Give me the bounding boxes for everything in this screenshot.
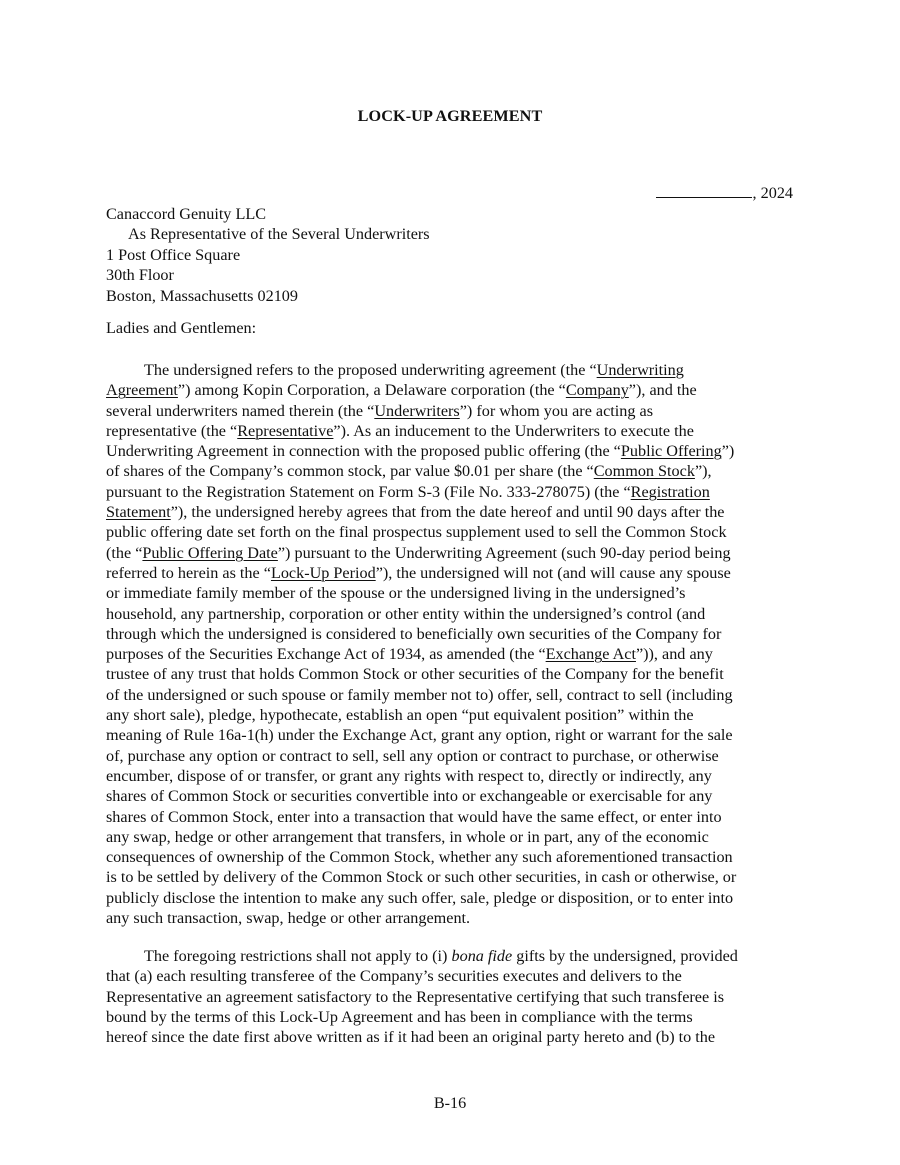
text-line: several underwriters named therein (the “Underwriters”) for whom you are acting as — [106, 401, 654, 420]
text-line: of the undersigned or such spouse or family member not to) offer, sell, contract to sell (including — [106, 685, 733, 704]
defined-term: Registration — [630, 482, 710, 501]
text-line: meaning of Rule 16a-1(h) under the Exchange Act, grant any option, right or warrant for the sale — [106, 726, 733, 745]
text-line: encumber, dispose of or transfer, or grant any rights with respect to, directly or indirectly, any — [106, 766, 712, 785]
address-city: Boston, Massachusetts 02109 — [106, 286, 298, 305]
paragraph-lockup-terms — [106, 360, 796, 928]
text-line: shares of Common Stock or securities convertible into or exchangeable or exercisable for any — [106, 787, 713, 806]
text-line: Agreement”) among Kopin Corporation, a Delaware corporation (the “Company”), and the — [106, 381, 697, 400]
defined-term: Statement — [106, 503, 171, 522]
text-line: bound by the terms of this Lock-Up Agreement and has been in compliance with the terms — [106, 1007, 693, 1026]
text-line: trustee of any trust that holds Common Stock or other securities of the Company for the benefit — [106, 665, 724, 684]
addressee-role: As Representative of the Several Underwriters — [128, 225, 430, 244]
defined-term: Underwriting — [596, 361, 684, 379]
page-number: B-16 — [433, 1094, 467, 1112]
defined-term: Agreement — [106, 381, 178, 400]
address-street: 1 Post Office Square — [106, 245, 241, 264]
text-line: Underwriting Agreement in connection with the proposed public offering (the “Public Offering”) — [106, 442, 735, 461]
defined-term: Underwriters — [374, 401, 460, 420]
text-line: any such transaction, swap, hedge or other arrangement. — [106, 909, 471, 928]
text-line: any short sale), pledge, hypothecate, establish an open “put equivalent position” within the — [106, 706, 694, 725]
italic-term: bona fide — [451, 947, 513, 965]
document-title: LOCK-UP AGREEMENT — [357, 107, 543, 125]
text-line: Representative an agreement satisfactory to the Representative certifying that such transferee is — [106, 987, 725, 1006]
defined-term: Public Offering Date — [142, 543, 278, 562]
text-line: consequences of ownership of the Common Stock, whether any such aforementioned transaction — [106, 848, 733, 867]
salutation: Ladies and Gentlemen: — [106, 319, 257, 337]
text-line: Statement”), the undersigned hereby agrees that from the date hereof and until 90 days after the — [106, 503, 725, 522]
text-line: public offering date set forth on the final prospectus supplement used to sell the Common Stock — [106, 523, 727, 542]
defined-term: Public Offering — [620, 442, 722, 461]
defined-term: Company — [565, 381, 629, 400]
text-line: The undersigned refers to the proposed underwriting agreement (the “Underwriting — [144, 361, 684, 379]
text-line: (the “Public Offering Date”) pursuant to the Underwriting Agreement (such 90-day period being — [106, 543, 731, 562]
date-line — [656, 184, 793, 203]
address-floor: 30th Floor — [106, 266, 174, 285]
text-line: that (a) each resulting transferee of the Company’s securities executes and delivers to the — [106, 967, 682, 986]
text-line: hereof since the date first above written as if it had been an original party hereto and (b) to the — [106, 1028, 716, 1047]
text-line: referred to herein as the “Lock-Up Period”), the undersigned will not (and will cause any spouse — [106, 563, 731, 582]
text-line: The foregoing restrictions shall not apply to (i) bona fide gifts by the undersigned, provided — [144, 947, 738, 965]
text-line: or immediate family member of the spouse or the undersigned living in the undersigned’s — [106, 584, 686, 603]
text-line: shares of Common Stock, enter into a transaction that would have the same effect, or enter into — [106, 807, 722, 826]
defined-term: Common Stock — [593, 462, 695, 481]
date-blank — [656, 184, 752, 198]
text-line: publicly disclose the intention to make any such offer, sale, pledge or disposition, or to enter into — [106, 888, 734, 907]
text-line: any swap, hedge or other arrangement that transfers, in whole or in part, any of the economic — [106, 827, 709, 846]
paragraph-exceptions — [106, 946, 796, 1047]
text-line: through which the undersigned is considered to beneficially own securities of the Company for — [106, 624, 722, 643]
text-line: of shares of the Company’s common stock, par value $0.01 per share (the “Common Stock”), — [106, 462, 712, 481]
text-line: representative (the “Representative”). As an inducement to the Underwriters to execute the — [106, 421, 694, 440]
text-line: of, purchase any option or contract to sell, sell any option or contract to purchase, or otherwise — [106, 746, 719, 765]
defined-term: Exchange Act — [545, 645, 636, 664]
text-line: purposes of the Securities Exchange Act of 1934, as amended (the “Exchange Act”)), and any — [106, 645, 713, 664]
defined-term: Lock-Up Period — [270, 563, 376, 582]
addressee-block — [106, 204, 430, 306]
text-line: is to be settled by delivery of the Common Stock or such other securities, in cash or otherwise, or — [106, 868, 737, 887]
addressee-name: Canaccord Genuity LLC — [106, 205, 267, 223]
text-line: household, any partnership, corporation or other entity within the undersigned’s control (and — [106, 604, 706, 623]
text-line: pursuant to the Registration Statement on Form S-3 (File No. 333-278075) (the “Registration — [106, 482, 710, 501]
defined-term: Representative — [237, 421, 334, 440]
date-year: , 2024 — [752, 184, 793, 202]
